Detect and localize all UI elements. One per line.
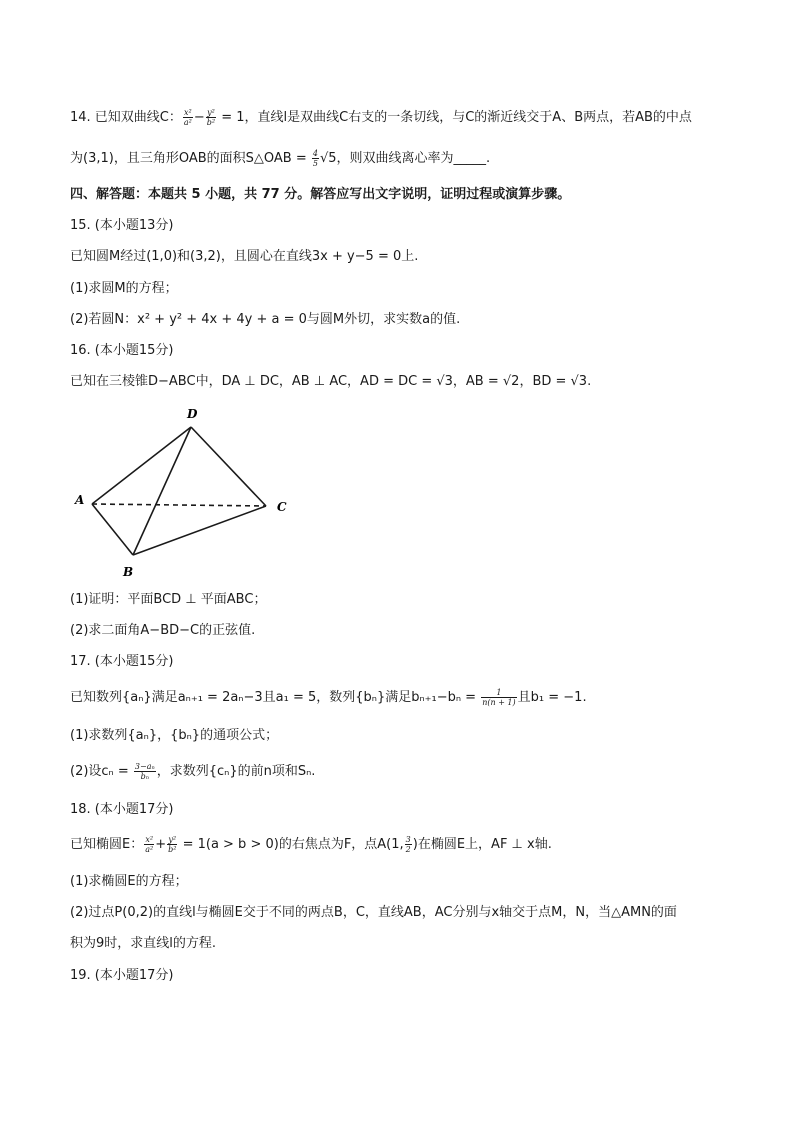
q18-part1: (1)求椭圆E的方程；	[70, 874, 188, 889]
q17-part1: (1)求数列{aₙ}，{bₙ}的通项公式；	[70, 728, 279, 743]
q14-text-d: √5，则双曲线离心率为_____.	[319, 151, 491, 166]
vertex-label-c: C	[277, 500, 287, 514]
q16-part2: (2)求二面角A−BD−C的正弦值.	[70, 623, 256, 638]
q14-frac2: $\frac{\text{y²}}{\text{b²}}$	[206, 108, 216, 127]
q14-line1: 14. 已知双曲线C： $\frac{\text{x²}}{\text{a²}}$ − $\frac{\text{y²}}{\text{b²}}$ = 1，直线l是双曲线C右支的一条切线，与C的渐近线交于A、B两点，若AB的中点	[70, 108, 692, 127]
q16-heading: 16. (本小题15分)	[70, 343, 174, 358]
q19-heading: 19. (本小题17分)	[70, 968, 174, 983]
q15-heading: 15. (本小题13分)	[70, 218, 174, 233]
q18-frac3: $\frac{3}{2}$	[405, 835, 411, 854]
section-heading: 四、解答题：本题共 5 小题，共 77 分。解答应写出文字说明，证明过程或演算步骤。	[70, 187, 571, 202]
edge-ac-hidden	[92, 504, 266, 506]
q18-part2-line1: (2)过点P(0,2)的直线l与椭圆E交于不同的两点B，C，直线AB，AC分别与x轴交于点M，N，当△AMN的面	[70, 905, 677, 920]
q15-stem: 已知圆M经过(1,0)和(3,2)，且圆心在直线3x + y−5 = 0上.	[70, 249, 419, 264]
tetrahedron-svg	[60, 398, 300, 584]
q17-frac: $\frac{1}{n(n + 1)}$	[482, 688, 516, 707]
vertex-label-a: A	[75, 493, 85, 507]
q16-part1: (1)证明：平面BCD ⊥ 平面ABC；	[70, 592, 267, 607]
q14-text-c: 为(3,1)，且三角形OAB的面积S△OAB =	[70, 151, 311, 166]
vertex-label-d: D	[187, 407, 198, 421]
q18-frac2: $\frac{\text{y²}}{\text{b²}}$	[168, 835, 177, 854]
q18-part2-line2: 积为9时，求直线l的方程.	[70, 936, 217, 951]
q15-part1: (1)求圆M的方程；	[70, 281, 178, 296]
q17-frac2: $\frac{\text{3−aₙ}}{\text{bₙ}}$	[134, 762, 155, 781]
edge-dc	[191, 427, 266, 506]
q18-heading: 18. (本小题17分)	[70, 802, 174, 817]
q14-text-a: 14. 已知双曲线C：	[70, 110, 182, 125]
vertex-label-b: B	[123, 565, 134, 579]
q17-heading: 17. (本小题15分)	[70, 654, 174, 669]
q16-stem: 已知在三棱锥D−ABC中，DA ⊥ DC，AB ⊥ AC，AD = DC = √3，AB = √2，BD = √3.	[70, 374, 592, 389]
edge-ab	[92, 504, 133, 555]
tetrahedron-figure	[60, 398, 300, 584]
q14-frac1: $\frac{\text{x²}}{\text{a²}}$	[183, 108, 192, 127]
q18-frac1: $\frac{\text{x²}}{\text{a²}}$	[145, 835, 154, 854]
q17-part2: (2)设cₙ = $\frac{\text{3−aₙ}}{\text{bₙ}}$ ，求数列{cₙ}的前n项和Sₙ.	[70, 762, 316, 781]
q15-part2: (2)若圆N：x² + y² + 4x + 4y + a = 0与圆M外切，求实数a的值.	[70, 312, 461, 327]
q14-frac3: $\frac{4}{5}$	[312, 149, 318, 168]
edge-ad	[92, 427, 191, 504]
q14-text-b: = 1，直线l是双曲线C右支的一条切线，与C的渐近线交于A、B两点，若AB的中点	[217, 110, 692, 125]
edge-db	[133, 427, 191, 555]
q18-stem: 已知椭圆E： $\frac{\text{x²}}{\text{a²}}$ + $\frac{\text{y²}}{\text{b²}}$ = 1(a > b > 0)的右焦点为F，点A(1, $\frac{3}{2}$ )在椭圆E上，AF ⊥ x轴.	[70, 835, 552, 854]
q14-line2	[70, 149, 730, 169]
edge-bc	[133, 506, 266, 555]
q17-stem: 已知数列{aₙ}满足aₙ₊₁ = 2aₙ−3且a₁ = 5，数列{bₙ}满足bₙ₊₁−bₙ = $\frac{1}{n(n + 1)}$ 且b₁ = −1.	[70, 688, 587, 707]
